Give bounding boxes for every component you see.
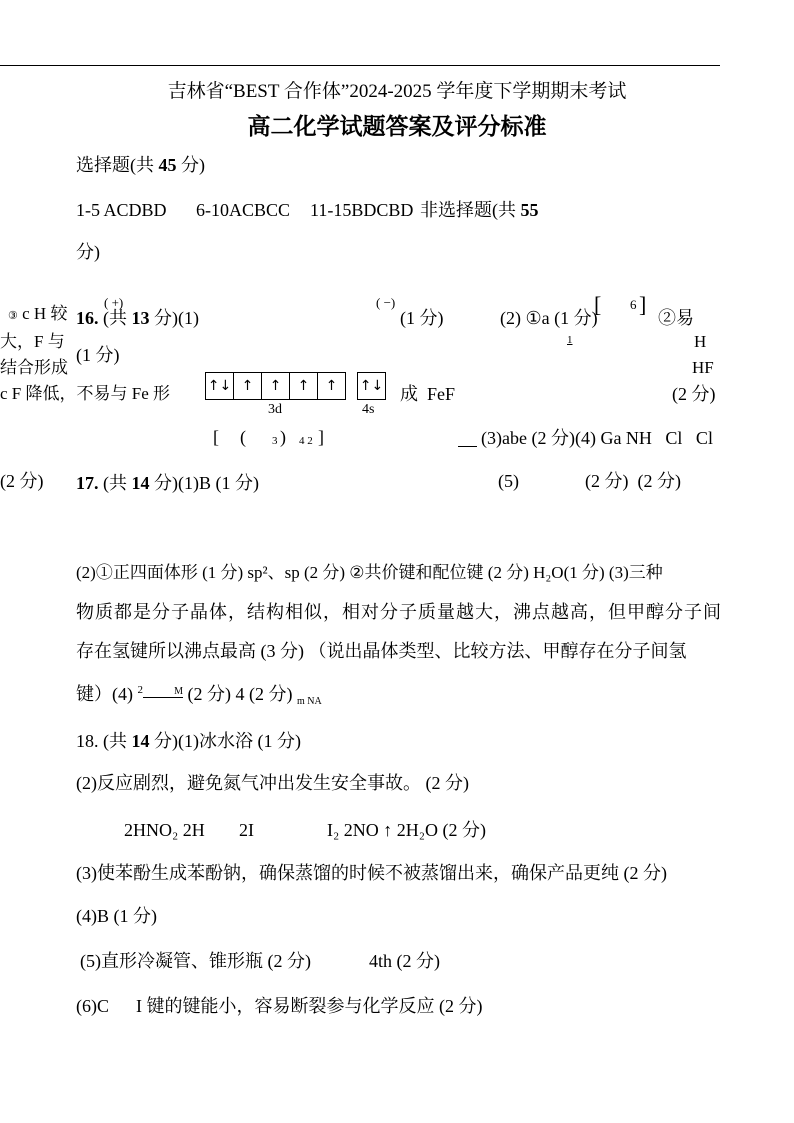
q16-part2: (2) ①a (1 分) (500, 308, 598, 328)
q16-complex-sub42: 4 2 (299, 435, 313, 447)
orbital-4s-label: 4s (362, 402, 375, 417)
top-rule (0, 65, 720, 66)
q18-label-post: 分)(1)冰水浴 (1 分) (149, 731, 301, 751)
q16-bracket-six: 6 (630, 297, 637, 312)
answers-1-5: 1-5 ACDBD (76, 200, 167, 220)
q18-part5-b: 4th (2 分) (369, 951, 440, 971)
q17-line-4 (76, 679, 322, 713)
q18-equation-c: I₂ 2NO ↑ 2H₂O (2 分) (327, 820, 487, 840)
orbital-3d-cell: ↑ (290, 373, 318, 399)
q16-left-text-1: c H 较 (17, 304, 68, 323)
orbital-3d-cell: ↑ (325, 378, 338, 394)
q16-right-hf: HF (692, 358, 714, 377)
nonchoice-heading-label: 非选择题(共 (420, 200, 521, 220)
q17-label-pre: (共 (98, 473, 132, 493)
q16-left-score: (2 分) (0, 471, 44, 491)
q18-label-pre: (共 (98, 731, 132, 751)
nonchoice-heading-cont: 分) (76, 242, 100, 262)
orbital-3d-cell: ↑↓ (206, 373, 234, 399)
q16-label-pre: (共 (98, 308, 132, 328)
q16-complex-paren: ( (240, 427, 246, 447)
q18-equation-b: 2I (239, 820, 254, 840)
q17-line-3: 存在氢键所以沸点最高 (3 分) （说出晶体类型、比较方法、甲醇存在分子间氢 (76, 641, 687, 661)
q16-label (76, 307, 199, 329)
q18-part2: (2)反应剧烈，避免氮气冲出发生安全事故。 (2 分) (76, 773, 469, 793)
q18-number: 18. (76, 731, 99, 751)
q17-line-4-suffix: m NA (296, 696, 322, 707)
orbital-3d-cell: ↑ (262, 373, 290, 399)
q17-line-4-num: 2 (137, 684, 143, 696)
orbital-4s-box (357, 372, 386, 400)
q16-number: 16. (76, 308, 99, 328)
orbital-3d-cell: ↑ (234, 373, 262, 399)
q17-part5: (5) (498, 471, 519, 491)
q18-equation-a: 2HNO₂ 2H (124, 820, 205, 840)
q16-complex-close: ] (318, 427, 324, 447)
answers-6-10: 6-10ACBCC (196, 200, 291, 220)
q18-total-score: 14 (131, 731, 150, 751)
q16-total-score: 13 (131, 308, 150, 328)
q17-part5-scores: (2 分) (2 分) (585, 471, 681, 491)
q17-line-2: 物质都是分子晶体，结构相似，相对分子质量越大，沸点越高，但甲醇分子间 (76, 602, 722, 622)
q17-total-score: 14 (131, 473, 150, 493)
q16-label-post: 分)(1) (149, 308, 199, 328)
q17-line-4-mid: (2 分) 4 (2 分) (183, 684, 297, 704)
q16-charge-minus: ( −) (376, 295, 396, 310)
q16-left-fragment-1 (8, 303, 67, 325)
q16-fraction-one: 1 (567, 334, 573, 346)
nonchoice-total-score: 55 (520, 200, 539, 220)
choice-heading-label: 选择题(共 (76, 155, 159, 175)
choice-heading-suffix: 分) (176, 155, 205, 175)
q16-complex-paren-close: ) (280, 427, 286, 447)
q18-part6-a: (6)C (76, 996, 109, 1016)
q16-score-1: (1 分) (400, 308, 444, 328)
q16-complex-open: [ (213, 427, 219, 447)
q18-part3: (3)使苯酚生成苯酚钠，确保蒸馏的时候不被蒸馏出来，确保产品更纯 (2 分) (76, 863, 667, 883)
q17-label (76, 472, 259, 494)
q16-left-circled-num: ③ (8, 310, 18, 322)
q16-left-fragment-4: c F 降低，不易与 Fe 形 (0, 384, 170, 403)
choice-total-score: 45 (158, 155, 177, 175)
q16-part2-b: ②易 (658, 308, 694, 328)
q18-label (76, 730, 301, 752)
answers-11-15: 11-15BDCBD (310, 200, 414, 220)
q16-bracket-close: ] (639, 292, 647, 317)
orbital-3d-box (205, 372, 346, 400)
q17-line-4-prefix: 键）(4) (76, 684, 138, 704)
q16-right-h: H (694, 332, 707, 351)
q16-score-1b: (1 分) (76, 345, 120, 365)
q17-label-post: 分)(1)B (1 分) (149, 473, 259, 493)
q18-part6-b: I 键的键能小，容易断裂参与化学反应 (2 分) (136, 996, 483, 1016)
q16-score-2: (2 分) (672, 384, 716, 404)
q16-form-fef: 成 FeF (400, 384, 456, 404)
q16-charge-plus: ( +) (104, 295, 124, 310)
q16-answer-blank (458, 446, 477, 447)
q16-bracket-open: [ (594, 292, 602, 317)
q18-part5: (5)直形冷凝管、锥形瓶 (2 分) (80, 951, 311, 971)
q16-left-fragment-2: 大，F 与 (0, 332, 65, 351)
orbital-3d-label: 3d (268, 402, 282, 417)
exam-title: 吉林省“BEST 合作体”2024-2025 学年度下学期期末考试 (167, 81, 627, 102)
q18-part4: (4)B (1 分) (76, 906, 157, 926)
answer-key-title: 高二化学试题答案及评分标准 (247, 114, 547, 139)
q16-part3-4: (3)abe (2 分)(4) Ga NH Cl Cl (481, 428, 713, 448)
q16-complex-sub3: 3 (272, 435, 278, 447)
nonchoice-heading (420, 199, 539, 221)
q16-left-fragment-3: 结合形成 (0, 358, 68, 377)
orbital-4s-cell: ↑↓ (359, 378, 384, 394)
choice-heading (76, 154, 205, 176)
q17-fraction-bar: M (143, 687, 183, 698)
q17-number: 17. (76, 473, 99, 493)
q17-line-1: (2)①正四面体形 (1 分) sp²、sp (2 分) ②共价键和配位键 (2 分) H₂O(1 分) (3)三种 (76, 563, 663, 582)
